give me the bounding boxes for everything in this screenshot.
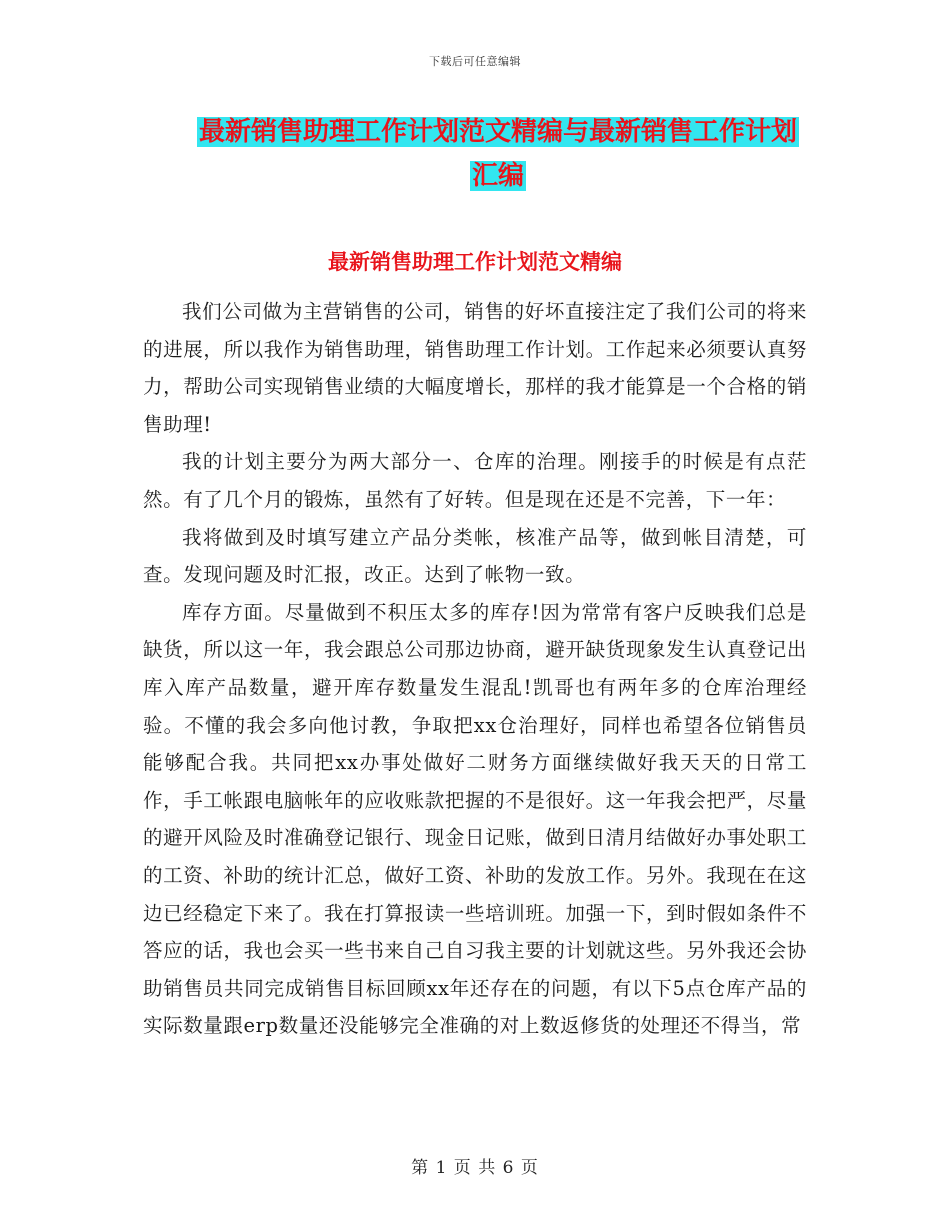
header-note: 下载后可任意编辑 xyxy=(429,55,521,68)
paragraph: 我的计划主要分为两大部分一、仓库的治理。刚接手的时候是有点茫然。有了几个月的锻炼，虽然有了好转。但是现在还是不完善，下一年： xyxy=(143,450,807,511)
document-body xyxy=(143,293,807,1045)
paragraph: 我将做到及时填写建立产品分类帐，核准产品等，做到帐目清楚，可查。发现问题及时汇报，改正。达到了帐物一致。 xyxy=(143,525,807,587)
paragraph: 我们公司做为主营销售的公司，销售的好坏直接注定了我们公司的将来的进展，所以我作为销售助理，销售助理工作计划。工作起来必须要认真努力，帮助公司实现销售业绩的大幅度增长，那样的我才能算是一个合格的销售助理! xyxy=(143,300,807,436)
section-title: 最新销售助理工作计划范文精编 xyxy=(328,249,622,274)
paragraph: 库存方面。尽量做到不积压太多的库存!因为常常有客户反映我们总是缺货，所以这一年，我会跟总公司那边协商，避开缺货现象发生认真登记出库入库产品数量，避开库存数量发生混乱!凯哥也有两年多的仓库治理经验。不懂的我会多向他讨教，争取把xx仓治理好，同样也希望各位销售员能够配合我。共同把xx办事处做好二财务方面继续做好我天天的日常工作，手工帐跟电脑帐年的应收账款把握的不是很好。这一年我会把严，尽量的避开风险及时准确登记银行、现金日记账，做到日清月结做好办事处职工的工资、补助的统计汇总，做好工资、补助的发放工作。另外。我现在在这边已经稳定下来了。我在打算报读一些培训班。加强一下，到时假如条件不答应的话，我也会买一些书来自己自习我主要的计划就这些。另外我还会协助销售员共同完成销售目标回顾xx年还存在的问题，有以下5点仓库产品的实际数量跟erp数量还没能够完全准确的对上数返修货的处理还不得当，常 xyxy=(143,600,807,1038)
title-line-1: 最新销售助理工作计划范文精编与最新销售工作计划 xyxy=(198,117,797,147)
title-line-2: 汇编 xyxy=(471,161,524,191)
page-indicator: 第 1 页 共 6 页 xyxy=(411,1158,539,1178)
document-title xyxy=(193,110,803,198)
